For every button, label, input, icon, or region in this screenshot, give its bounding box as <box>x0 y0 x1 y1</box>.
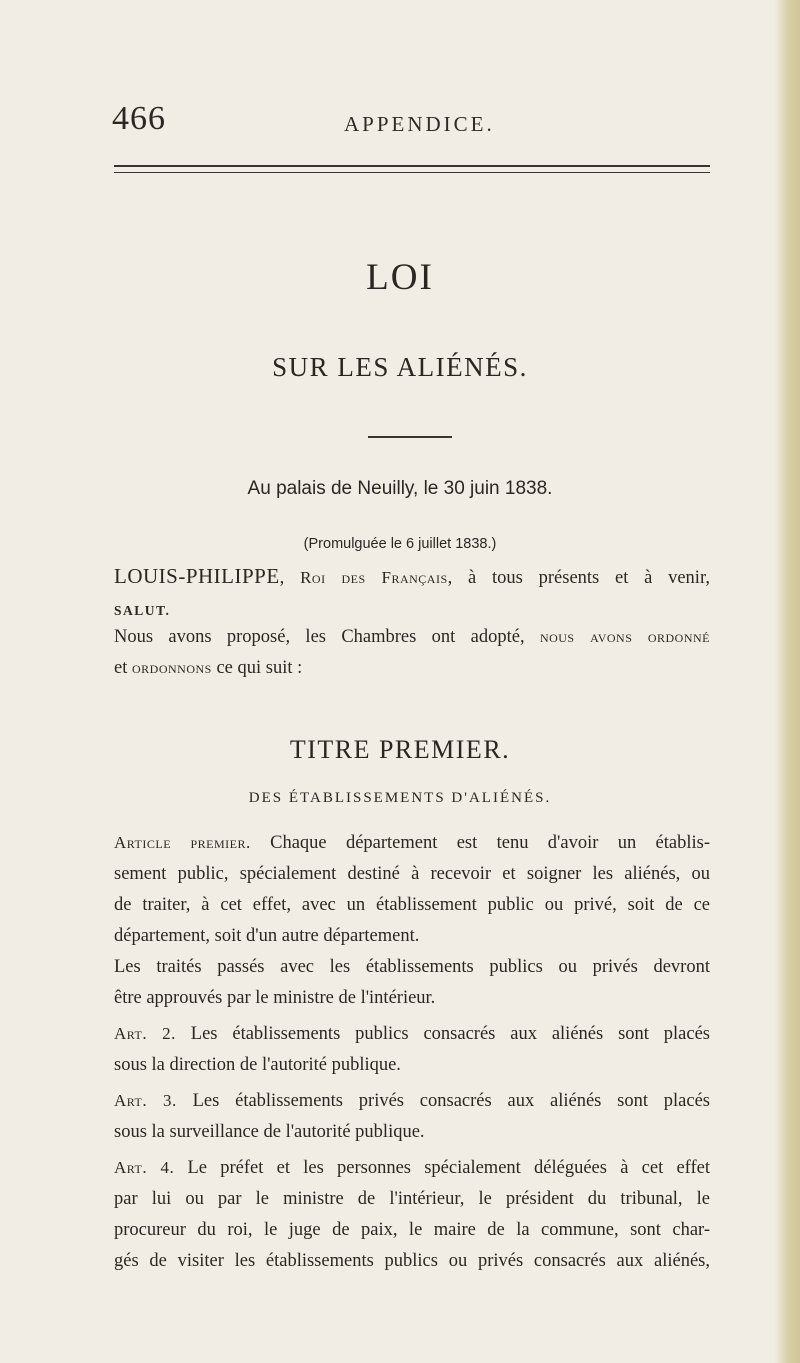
promulgation-note: (Promulguée le 6 juillet 1838.) <box>303 536 497 552</box>
article-1-line: Article premier. Chaque département est tenu d'avoir un établis- <box>114 833 711 853</box>
header-rule <box>114 165 710 173</box>
article-4-line: gés de visiter les établissements publics ou privés consacrés aux aliénés, <box>114 1251 710 1271</box>
running-head <box>112 100 712 140</box>
running-title: APPENDICE. <box>344 112 495 136</box>
article-2-label: Art. 2. <box>114 1024 176 1043</box>
section-rule <box>368 436 452 438</box>
preamble-line: LOUIS-PHILIPPE, Roi des Français, à tous présents et à venir, <box>114 564 710 588</box>
date-line: Au palais de Neuilly, le 30 juin 1838. <box>247 478 553 499</box>
article-3-line: sous la surveillance de l'autorité publique. <box>114 1122 425 1142</box>
article-1-line: sement public, spécialement destiné à recevoir et soigner les aliénés, ou <box>114 864 710 884</box>
article-1-line: être approuvés par le ministre de l'intérieur. <box>114 988 436 1008</box>
article-4-line: par lui ou par le ministre de l'intérieur, le président du tribunal, le <box>114 1189 710 1209</box>
salut: SALUT. <box>114 603 171 618</box>
article-4-line: procureur du roi, le juge de paix, le maire de la commune, sont char- <box>114 1220 710 1240</box>
law-subject: SUR LES ALIÉNÉS. <box>272 352 528 382</box>
king-name: LOUIS-PHILIPPE <box>114 564 280 588</box>
title-heading: TITRE PREMIER. <box>289 735 511 764</box>
article-2-line: sous la direction de l'autorité publique. <box>114 1055 401 1075</box>
article-4-label: Art. 4. <box>114 1158 175 1177</box>
article-1-label: Article premier. <box>114 833 251 852</box>
title-subheading: DES ÉTABLISSEMENTS D'ALIÉNÉS. <box>248 790 552 806</box>
article-1-line: Les traités passés avec les établissements publics ou privés devront <box>114 957 710 977</box>
article-3-label: Art. 3. <box>114 1091 177 1110</box>
page-edge <box>774 0 800 1363</box>
preamble-line: Nous avons proposé, les Chambres ont adopté, nous avons ordonné <box>114 627 710 647</box>
article-3-line: Art. 3. Les établissements privés consacrés aux aliénés sont placés <box>114 1091 711 1111</box>
preamble-line <box>114 601 710 620</box>
page-number: 466 <box>112 100 166 137</box>
law-title: LOI <box>366 257 434 298</box>
king-title: Roi des Français <box>300 568 448 587</box>
article-2-line: Art. 2. Les établissements publics consacrés aux aliénés sont placés <box>114 1024 711 1044</box>
preamble-line: et ordonnons ce qui suit : <box>114 658 303 678</box>
article-1-line: département, soit d'un autre département. <box>114 926 420 946</box>
article-4-line: Art. 4. Le préfet et les personnes spécialement déléguées à cet effet <box>114 1158 711 1178</box>
article-1-line: de traiter, à cet effet, avec un établissement public ou privé, soit de ce <box>114 895 710 915</box>
